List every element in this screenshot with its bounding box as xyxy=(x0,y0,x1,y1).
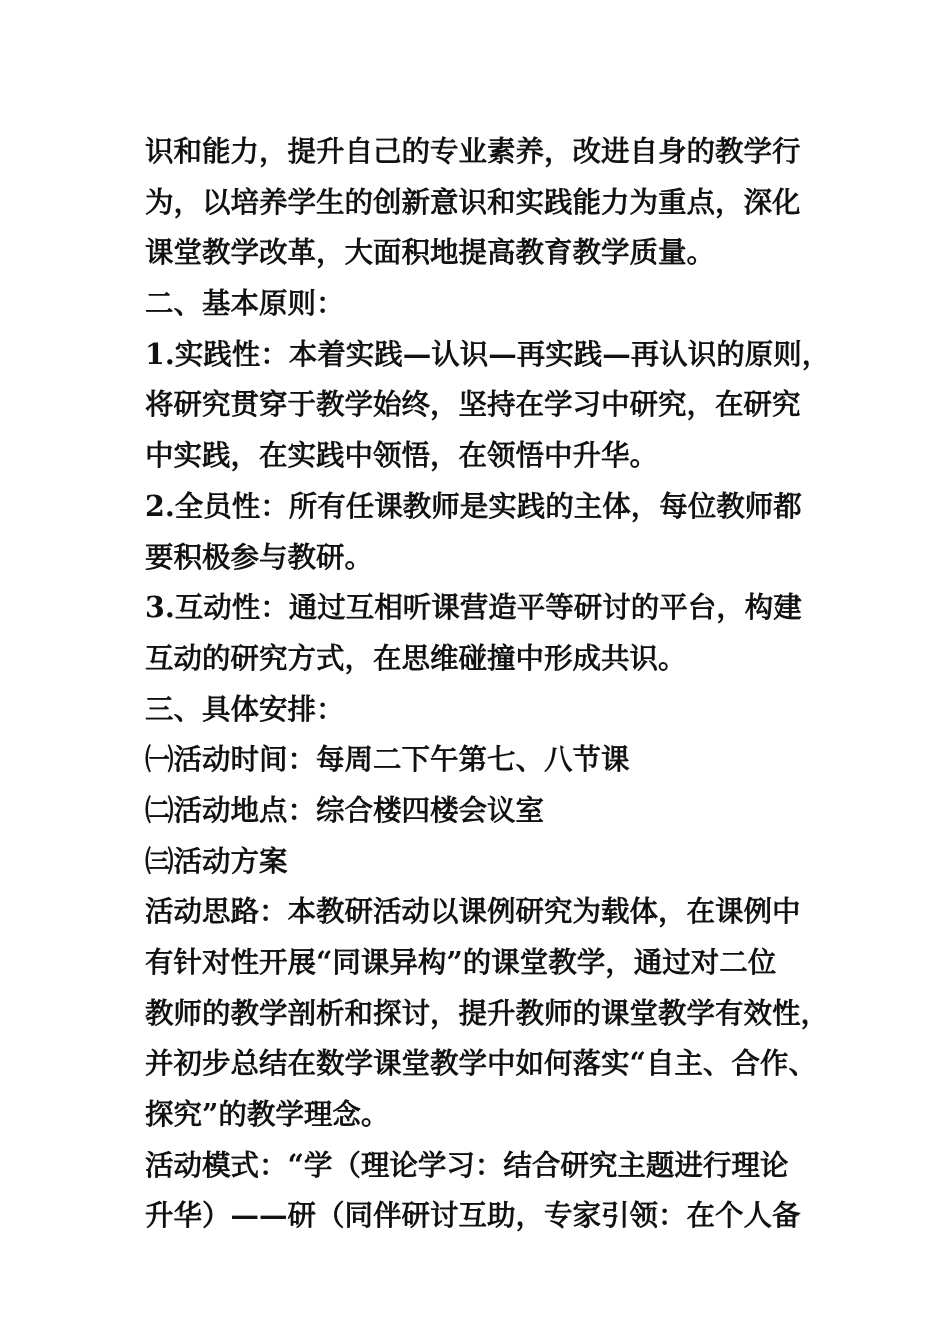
section-heading-specific-arrangements: 三、具体安排： xyxy=(145,691,345,726)
text-line: 2.全员性：所有任课教师是实践的主体，每位教师都 xyxy=(145,488,802,523)
text-line: 1.实践性：本着实践—认识—再实践—再认识的原则， xyxy=(145,336,831,371)
text-line: 活动思路：本教研活动以课例研究为载体，在课例中 xyxy=(145,894,801,929)
text-line: 要积极参与教研。 xyxy=(145,539,374,574)
text-line: 活动模式：“学（理论学习：结合研究主题进行理论 xyxy=(145,1147,789,1182)
text-line: ㈢活动方案 xyxy=(145,843,288,878)
text-line: 有针对性开展“同课异构”的课堂教学，通过对二位 xyxy=(145,945,777,979)
text-line: 为，以培养学生的创新意识和实践能力为重点，深化 xyxy=(145,184,801,219)
text-line: 互动的研究方式，在思维碰撞中形成共识。 xyxy=(145,640,687,675)
text-line: 中实践，在实践中领悟，在领悟中升华。 xyxy=(145,438,659,473)
text-line: 探究”的教学理念。 xyxy=(145,1097,390,1132)
document-body xyxy=(145,126,831,1241)
text-line: 课堂教学改革，大面积地提高教育教学质量。 xyxy=(145,235,716,270)
section-heading-basic-principles: 二、基本原则： xyxy=(145,286,345,321)
text-line: 升华）——研（同伴研讨互助，专家引领：在个人备 xyxy=(145,1198,801,1233)
text-line: ㈠活动时间：每周二下午第七、八节课 xyxy=(145,742,630,777)
text-line: 将研究贯穿于教学始终，坚持在学习中研究，在研究 xyxy=(145,387,801,422)
text-line: 3.互动性：通过互相听课营造平等研讨的平台，构建 xyxy=(145,590,802,625)
text-line: 并初步总结在数学课堂教学中如何落实“自主、合作、 xyxy=(145,1046,817,1081)
text-line: ㈡活动地点：综合楼四楼会议室 xyxy=(145,792,545,827)
text-line: 教师的教学剖析和探讨，提升教师的课堂教学有效性， xyxy=(145,995,830,1030)
text-line: 识和能力，提升自己的专业素养，改进自身的教学行 xyxy=(145,134,801,168)
